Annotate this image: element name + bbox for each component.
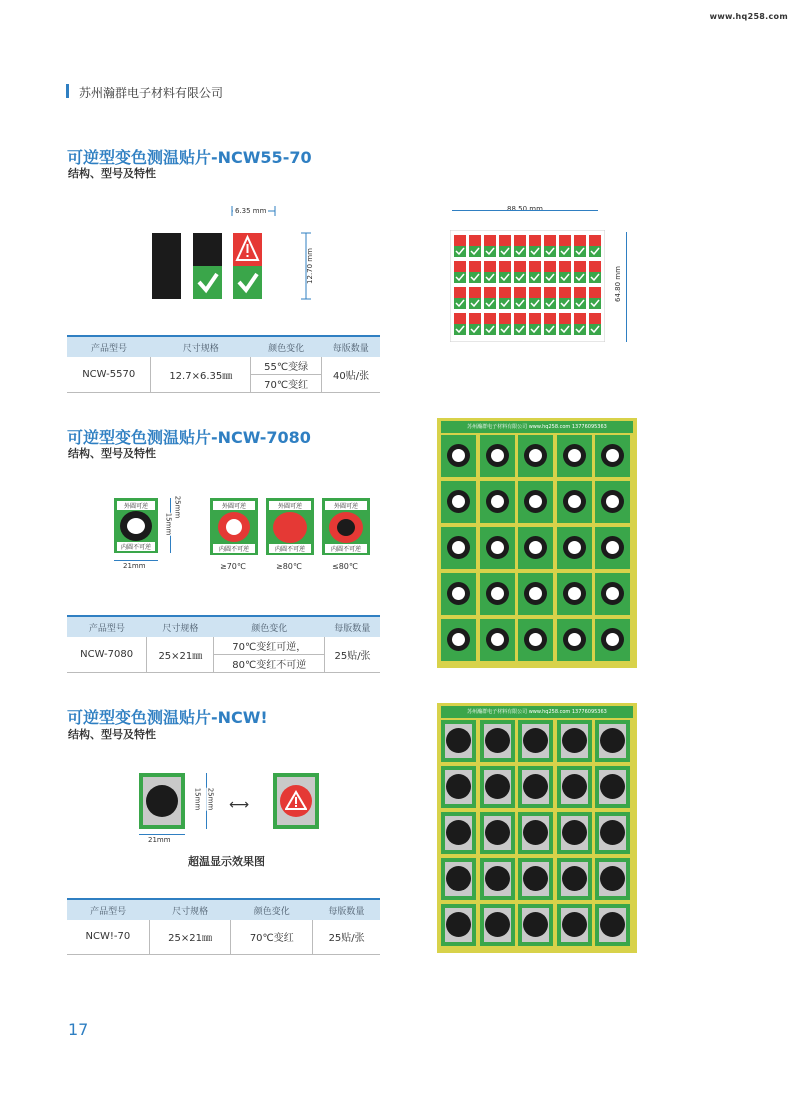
label-bottom-text: 内圆不可逆 bbox=[117, 542, 155, 551]
cell-color-change: 80℃变红不可逆 bbox=[214, 655, 325, 673]
strip-red bbox=[559, 261, 571, 272]
inner-circle bbox=[491, 449, 504, 462]
ncw-label-normal bbox=[139, 773, 185, 829]
page-number: 17 bbox=[68, 1020, 89, 1039]
label-bottom-text: 内圆不可逆 bbox=[269, 544, 311, 553]
sheet-label bbox=[518, 527, 553, 569]
sheet-label bbox=[518, 766, 553, 808]
dim-line bbox=[626, 232, 627, 342]
sheet-label bbox=[595, 527, 630, 569]
inner-circle bbox=[452, 633, 465, 646]
col-header: 尺寸规格 bbox=[149, 899, 231, 920]
strip-red bbox=[454, 313, 466, 324]
ncw7080-label-cooled bbox=[322, 498, 370, 555]
sheet-label bbox=[441, 619, 476, 661]
col-header: 每版数量 bbox=[313, 899, 380, 920]
strip-red bbox=[499, 287, 511, 298]
strip-red bbox=[589, 313, 601, 324]
strip-red bbox=[514, 235, 526, 246]
ring-circle bbox=[524, 490, 547, 513]
label-bottom-text: 内圆不可逆 bbox=[325, 544, 367, 553]
double-arrow-icon: ⟷ bbox=[229, 797, 250, 813]
cell-size: 25×21㎜ bbox=[149, 920, 231, 954]
sheet-label bbox=[557, 812, 592, 854]
sheet-label bbox=[441, 527, 476, 569]
dim-line bbox=[139, 834, 185, 835]
inner-circle bbox=[491, 633, 504, 646]
inner-circle bbox=[529, 587, 542, 600]
ncw5570-sheet bbox=[450, 230, 605, 342]
col-header: 颜色变化 bbox=[214, 616, 325, 637]
strip-red bbox=[454, 287, 466, 298]
inner-circle bbox=[529, 449, 542, 462]
sheet-label bbox=[480, 619, 515, 661]
strip-red bbox=[529, 313, 541, 324]
inner-circle bbox=[606, 449, 619, 462]
sheet-label bbox=[595, 858, 630, 900]
strip-red bbox=[514, 287, 526, 298]
ncw-label-over-temp bbox=[273, 773, 319, 829]
strip-red bbox=[484, 287, 496, 298]
sheet-label bbox=[518, 858, 553, 900]
dim-height: 12.70 mm bbox=[305, 248, 314, 284]
label-top-text: 外圆可逆 bbox=[117, 501, 155, 510]
col-header: 产品型号 bbox=[67, 616, 147, 637]
cell-qty: 40贴/张 bbox=[322, 357, 380, 393]
state-label: ≥70℃ bbox=[220, 562, 246, 571]
sheet-label bbox=[557, 904, 592, 946]
ring-circle bbox=[601, 582, 624, 605]
col-header: 颜色变化 bbox=[251, 336, 322, 357]
cell-color-change: 70℃变红 bbox=[231, 920, 313, 954]
ring-circle bbox=[447, 582, 470, 605]
dim-width: 6.35 mm bbox=[235, 207, 267, 215]
strip-red bbox=[544, 261, 556, 272]
ring-circle bbox=[601, 490, 624, 513]
dim-height-outer: 25mm bbox=[206, 787, 215, 811]
ring-circle bbox=[486, 536, 509, 559]
sheet-label bbox=[441, 904, 476, 946]
strip-red bbox=[499, 313, 511, 324]
ring-circle bbox=[563, 444, 586, 467]
inner-circle bbox=[226, 519, 242, 535]
ring-circle bbox=[486, 490, 509, 513]
label-top-text: 外圆可逆 bbox=[213, 501, 255, 510]
company-name: 苏州瀚群电子材料有限公司 bbox=[79, 86, 224, 100]
strip-red bbox=[574, 287, 586, 298]
col-header: 每版数量 bbox=[322, 336, 380, 357]
sheet-label bbox=[518, 573, 553, 615]
strip-red bbox=[514, 313, 526, 324]
inner-circle bbox=[529, 495, 542, 508]
sheet-label bbox=[595, 619, 630, 661]
sheet-label bbox=[557, 573, 592, 615]
black-dot bbox=[600, 774, 625, 799]
warning-icon bbox=[285, 790, 307, 810]
sheet-label bbox=[595, 720, 630, 762]
label-window bbox=[277, 777, 315, 825]
cell-qty: 25贴/张 bbox=[325, 637, 380, 673]
ring-circle bbox=[447, 490, 470, 513]
ring-circle bbox=[601, 628, 624, 651]
ncw7080-label-normal bbox=[114, 498, 158, 553]
dim-height-inner: 15mm bbox=[193, 787, 202, 811]
ring-circle bbox=[563, 490, 586, 513]
spec-table-ncw5570 bbox=[67, 335, 380, 393]
strip-red bbox=[514, 261, 526, 272]
ring-circle bbox=[601, 536, 624, 559]
black-dot bbox=[523, 820, 548, 845]
black-dot bbox=[600, 912, 625, 937]
spec-table-ncw bbox=[67, 898, 380, 955]
ncw7080-sheet bbox=[437, 418, 637, 668]
inner-circle bbox=[606, 587, 619, 600]
inner-circle bbox=[452, 495, 465, 508]
ring-circle bbox=[524, 628, 547, 651]
dim-width: 21mm bbox=[148, 836, 171, 844]
sheet-label bbox=[518, 904, 553, 946]
strip-red bbox=[574, 235, 586, 246]
black-dot bbox=[446, 728, 471, 753]
inner-circle bbox=[568, 495, 581, 508]
sheet-label bbox=[480, 481, 515, 523]
ring-circle bbox=[563, 628, 586, 651]
sheet-label bbox=[441, 435, 476, 477]
label-top-text: 外圆可逆 bbox=[325, 501, 367, 510]
dim-width: 21mm bbox=[123, 562, 146, 570]
ncw-sheet bbox=[437, 703, 637, 953]
ring-circle bbox=[447, 444, 470, 467]
strip-red bbox=[529, 235, 541, 246]
black-dot bbox=[446, 820, 471, 845]
ring-circle bbox=[524, 444, 547, 467]
label-bottom-text: 内圆不可逆 bbox=[213, 544, 255, 553]
section-2-subtitle: 结构、型号及特性 bbox=[68, 447, 156, 460]
cell-model: NCW!-70 bbox=[67, 920, 149, 954]
sheet-label bbox=[595, 435, 630, 477]
section-1-title: 可逆型变色测温贴片-NCW55-70 bbox=[67, 148, 312, 167]
ring-circle bbox=[524, 536, 547, 559]
state-label: ≤80℃ bbox=[332, 562, 358, 571]
sheet-label bbox=[518, 619, 553, 661]
ring-circle bbox=[486, 444, 509, 467]
sheet-label bbox=[595, 573, 630, 615]
sheet-label bbox=[557, 619, 592, 661]
sheet-header: 苏州瀚群电子材料有限公司 www.hq258.com 13776095363 bbox=[441, 421, 633, 433]
strip-red bbox=[559, 235, 571, 246]
strip-red bbox=[499, 235, 511, 246]
black-dot bbox=[446, 866, 471, 891]
strip-red bbox=[469, 235, 481, 246]
ring-circle bbox=[563, 536, 586, 559]
black-dot bbox=[485, 774, 510, 799]
sheet-label bbox=[518, 720, 553, 762]
ring-circle bbox=[486, 628, 509, 651]
strip-red bbox=[574, 313, 586, 324]
sheet-label bbox=[480, 766, 515, 808]
inner-circle bbox=[568, 449, 581, 462]
strip-red bbox=[529, 261, 541, 272]
inner-circle bbox=[491, 541, 504, 554]
outer-circle bbox=[329, 512, 363, 543]
strip-red bbox=[469, 313, 481, 324]
black-dot bbox=[600, 866, 625, 891]
black-dot bbox=[523, 912, 548, 937]
col-header: 产品型号 bbox=[67, 336, 151, 357]
col-header: 尺寸规格 bbox=[151, 336, 251, 357]
black-dot bbox=[523, 866, 548, 891]
dim-line bbox=[114, 560, 158, 561]
outer-circle bbox=[218, 512, 250, 542]
section-3-title: 可逆型变色测温贴片-NCW! bbox=[67, 708, 268, 727]
ring-circle bbox=[524, 582, 547, 605]
effect-caption: 超温显示效果图 bbox=[188, 855, 265, 868]
black-dot bbox=[600, 820, 625, 845]
ncw7080-label-80 bbox=[266, 498, 314, 555]
strip-red bbox=[589, 261, 601, 272]
strip-red bbox=[484, 313, 496, 324]
inner-circle bbox=[568, 587, 581, 600]
black-dot bbox=[523, 728, 548, 753]
black-dot bbox=[446, 774, 471, 799]
label-top-text: 外圆可逆 bbox=[269, 501, 311, 510]
strip-red bbox=[544, 313, 556, 324]
website-url: www.hq258.com bbox=[709, 12, 788, 21]
black-dot bbox=[562, 820, 587, 845]
sheet-label bbox=[441, 481, 476, 523]
ring-circle bbox=[486, 582, 509, 605]
black-dot bbox=[485, 912, 510, 937]
sheet-label bbox=[441, 720, 476, 762]
outer-circle bbox=[120, 511, 152, 541]
black-dot bbox=[562, 774, 587, 799]
sheet-label bbox=[480, 573, 515, 615]
sheet-label bbox=[441, 812, 476, 854]
sheet-label bbox=[595, 766, 630, 808]
dim-sheet-width: 88.50 mm bbox=[507, 205, 543, 213]
black-dot bbox=[600, 728, 625, 753]
strip-red bbox=[589, 287, 601, 298]
dim-line bbox=[452, 210, 598, 211]
strip-red bbox=[589, 235, 601, 246]
dim-height-inner: 15mm bbox=[164, 512, 173, 536]
cell-qty: 25贴/张 bbox=[313, 920, 380, 954]
inner-circle bbox=[568, 541, 581, 554]
sheet-label bbox=[480, 858, 515, 900]
label-window bbox=[143, 777, 181, 825]
strip-red bbox=[544, 287, 556, 298]
section-3-subtitle: 结构、型号及特性 bbox=[68, 728, 156, 741]
black-dot bbox=[562, 728, 587, 753]
section-2-title: 可逆型变色测温贴片-NCW-7080 bbox=[67, 428, 311, 447]
inner-circle bbox=[491, 495, 504, 508]
sheet-label bbox=[557, 527, 592, 569]
strip-red bbox=[484, 235, 496, 246]
strip-red bbox=[484, 261, 496, 272]
sheet-label bbox=[441, 573, 476, 615]
cell-size: 25×21㎜ bbox=[147, 637, 214, 673]
black-dot bbox=[562, 866, 587, 891]
inner-circle bbox=[529, 541, 542, 554]
accent-bar bbox=[66, 84, 69, 98]
black-dot bbox=[485, 866, 510, 891]
ring-circle bbox=[601, 444, 624, 467]
sheet-label bbox=[480, 812, 515, 854]
cell-color-change: 70℃变红可逆， bbox=[214, 637, 325, 655]
inner-circle bbox=[606, 633, 619, 646]
sheet-label bbox=[518, 812, 553, 854]
inner-circle bbox=[491, 587, 504, 600]
cell-model: NCW-7080 bbox=[67, 637, 147, 673]
black-dot bbox=[523, 774, 548, 799]
ring-circle bbox=[447, 536, 470, 559]
sheet-label bbox=[557, 481, 592, 523]
cell-color-change: 55℃变绿 bbox=[251, 357, 322, 375]
dim-height-outer: 25mm bbox=[173, 495, 182, 519]
inner-circle bbox=[452, 541, 465, 554]
col-header: 每版数量 bbox=[325, 616, 380, 637]
inner-circle bbox=[452, 587, 465, 600]
black-dot bbox=[446, 912, 471, 937]
cell-model: NCW-5570 bbox=[67, 357, 151, 393]
sheet-label bbox=[595, 812, 630, 854]
strip-red bbox=[559, 287, 571, 298]
sheet-label bbox=[595, 481, 630, 523]
sheet-label bbox=[557, 720, 592, 762]
black-dot bbox=[146, 785, 178, 817]
strip-red bbox=[559, 313, 571, 324]
dim-sheet-height: 64.80 mm bbox=[613, 266, 622, 302]
outer-circle bbox=[273, 512, 307, 543]
black-dot bbox=[485, 728, 510, 753]
sheet-label bbox=[518, 435, 553, 477]
sheet-label bbox=[480, 720, 515, 762]
spec-table-ncw7080 bbox=[67, 615, 380, 673]
sheet-label bbox=[557, 858, 592, 900]
inner-circle bbox=[337, 519, 355, 536]
inner-circle bbox=[606, 541, 619, 554]
sheet-header: 苏州瀚群电子材料有限公司 www.hq258.com 13776095363 bbox=[441, 706, 633, 718]
strip-red bbox=[469, 261, 481, 272]
ring-circle bbox=[447, 628, 470, 651]
inner-circle bbox=[127, 518, 145, 534]
sheet-label bbox=[595, 904, 630, 946]
col-header: 颜色变化 bbox=[231, 899, 313, 920]
sheet-label bbox=[557, 766, 592, 808]
cell-color-change: 70℃变红 bbox=[251, 375, 322, 393]
sheet-label bbox=[441, 858, 476, 900]
cell-size: 12.7×6.35㎜ bbox=[151, 357, 251, 393]
inner-circle bbox=[452, 449, 465, 462]
sheet-label bbox=[441, 766, 476, 808]
strip-red bbox=[469, 287, 481, 298]
ring-circle bbox=[563, 582, 586, 605]
inner-circle bbox=[529, 633, 542, 646]
sheet-label bbox=[518, 481, 553, 523]
strip-red bbox=[454, 261, 466, 272]
black-dot bbox=[485, 820, 510, 845]
sheet-label bbox=[480, 904, 515, 946]
sheet-label bbox=[480, 527, 515, 569]
strip-red bbox=[544, 235, 556, 246]
sheet-label bbox=[557, 435, 592, 477]
strip-red bbox=[529, 287, 541, 298]
sheet-label bbox=[480, 435, 515, 477]
black-dot bbox=[562, 912, 587, 937]
strip-red bbox=[574, 261, 586, 272]
inner-circle bbox=[568, 633, 581, 646]
inner-circle bbox=[606, 495, 619, 508]
ncw7080-label-70 bbox=[210, 498, 258, 555]
state-label: ≥80℃ bbox=[276, 562, 302, 571]
col-header: 产品型号 bbox=[67, 899, 149, 920]
col-header: 尺寸规格 bbox=[147, 616, 214, 637]
strip-red bbox=[454, 235, 466, 246]
strip-red bbox=[499, 261, 511, 272]
section-1-subtitle: 结构、型号及特性 bbox=[68, 167, 156, 180]
